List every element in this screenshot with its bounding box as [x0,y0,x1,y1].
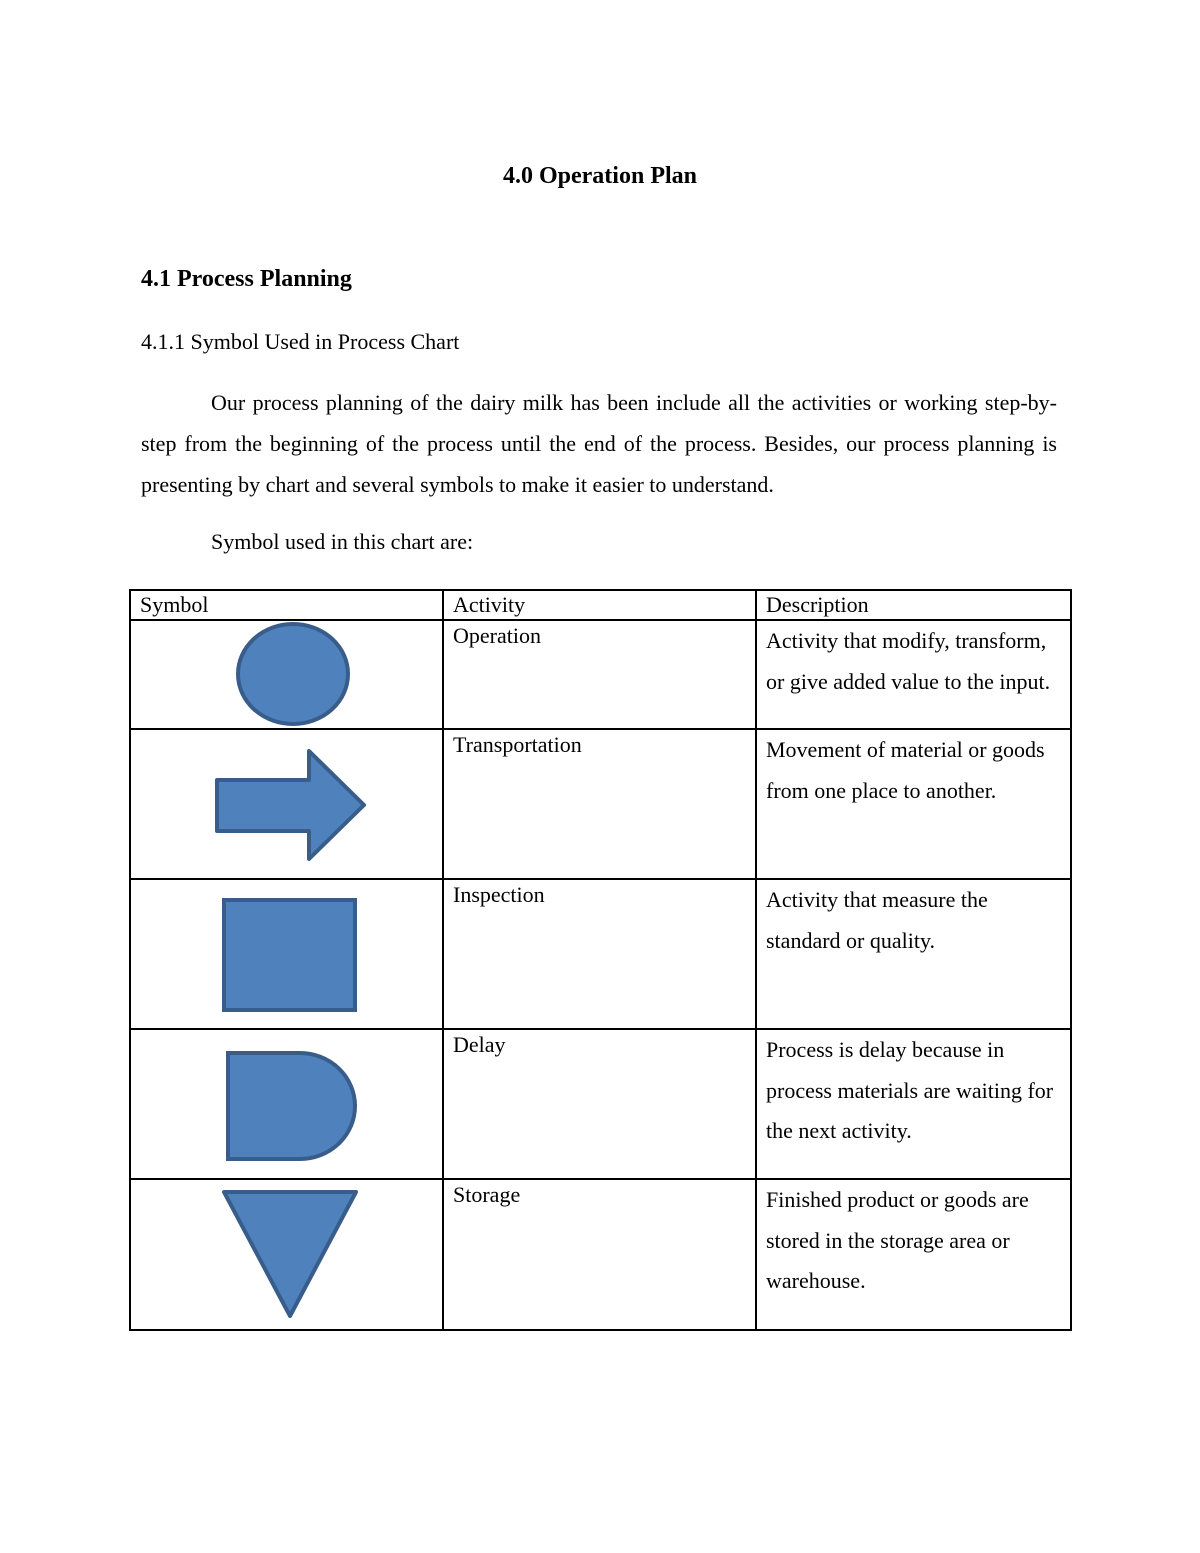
table-row [130,729,1071,879]
activity-cell: Storage [443,1179,756,1330]
symbol-cell [130,879,443,1029]
circle-icon [140,621,453,728]
symbol-cell [130,1179,443,1330]
activity-cell: Delay [443,1029,756,1179]
symbol-cell [130,1029,443,1179]
subsection-heading: 4.1.1 Symbol Used in Process Chart [141,329,460,354]
header-description: Description [756,590,1071,620]
symbol-cell [130,620,443,729]
description-cell: Finished product or goods are stored in the storage area or warehouse. [756,1179,1071,1330]
d-shape-icon [140,1030,453,1178]
symbol-cell [130,729,443,879]
square-icon [140,880,453,1028]
section-heading: 4.1 Process Planning [141,266,352,292]
header-activity: Activity [443,590,756,620]
table-row [130,1179,1071,1330]
activity-cell: Inspection [443,879,756,1029]
symbol-table [129,589,1072,1331]
down-triangle-icon [140,1180,453,1329]
right-arrow-icon [140,730,453,878]
activity-cell: Operation [443,620,756,729]
header-symbol: Symbol [130,590,443,620]
activity-cell: Transportation [443,729,756,879]
lead-in-text: Symbol used in this chart are: [211,529,474,554]
description-cell: Activity that modify, transform, or give added value to the input. [756,620,1071,729]
table-header-row [130,590,1071,620]
table-row [130,620,1071,729]
body-paragraph: Our process planning of the dairy milk has been include all the activities or working step-by-step from the beginning of the process until the end of the process. Besides, our process planning is presenting by chart and several symbols to make it easier to understand. [141,390,1057,497]
table-row [130,879,1071,1029]
description-cell: Movement of material or goods from one place to another. [756,729,1071,879]
description-cell: Process is delay because in process materials are waiting for the next activity. [756,1029,1071,1179]
description-cell: Activity that measure the standard or quality. [756,879,1071,1029]
table-row [130,1029,1071,1179]
page-title: 4.0 Operation Plan [502,163,697,189]
